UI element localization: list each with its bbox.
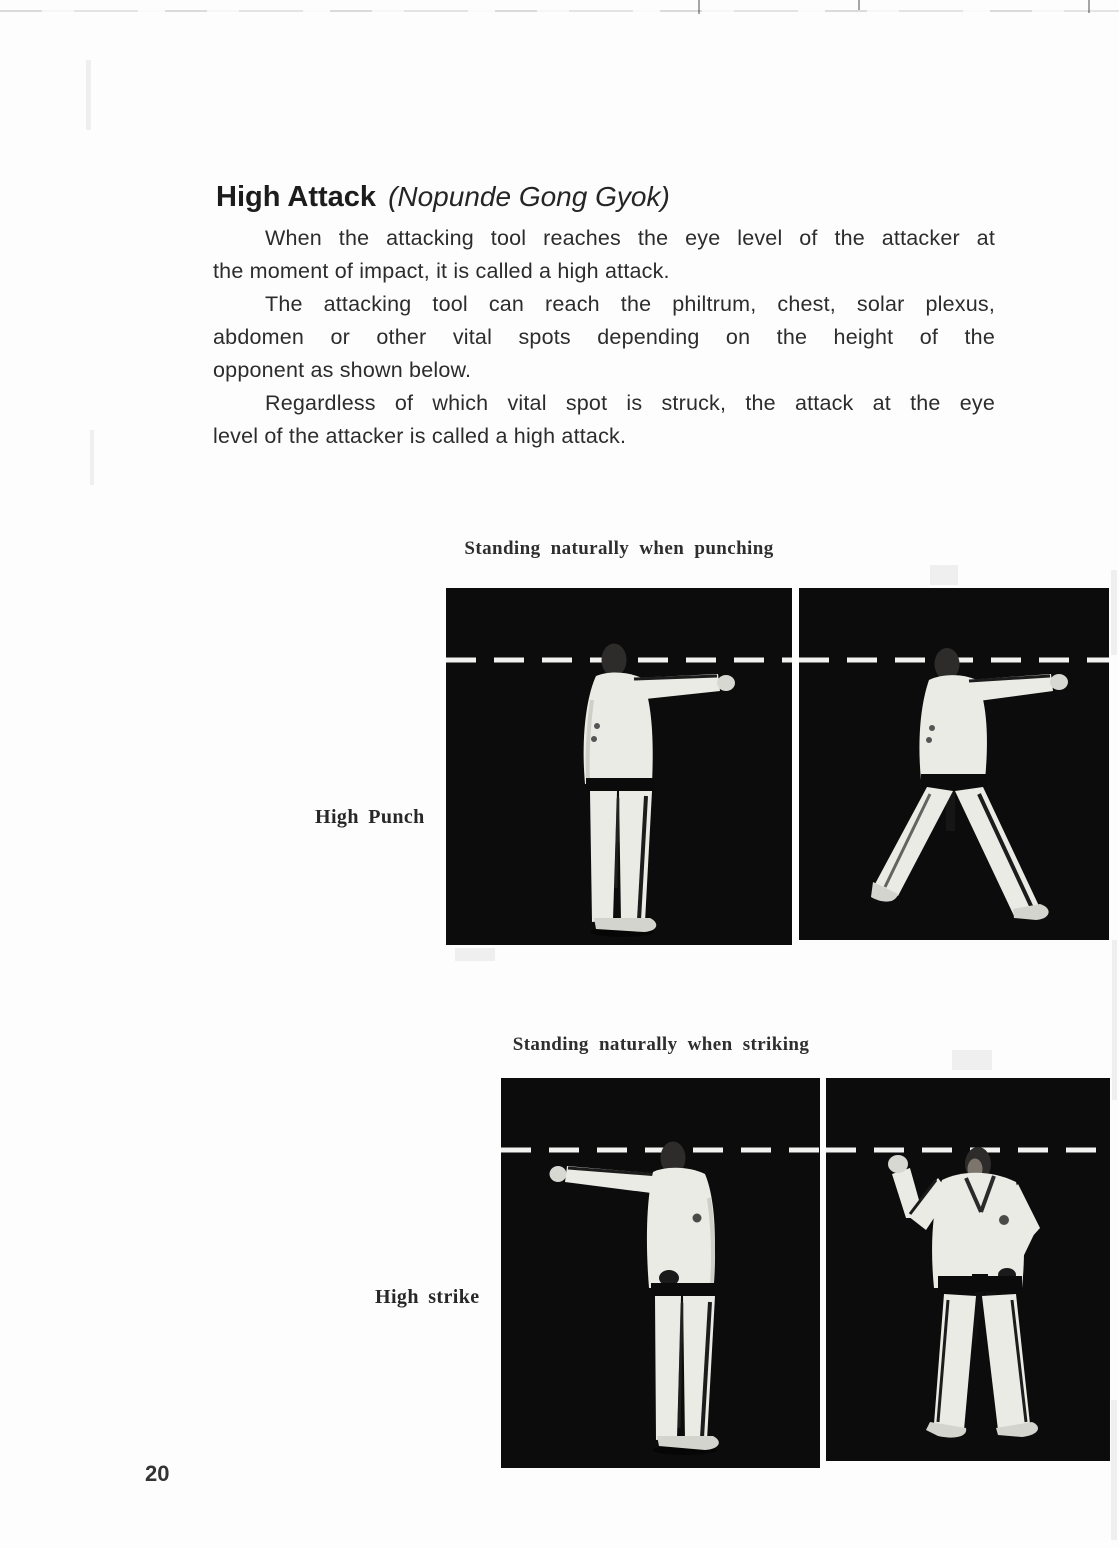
scan-smudge [1111,1400,1117,1540]
figure-label-high-strike: High strike [375,1286,480,1308]
scan-artifact-tick [858,0,860,10]
body-line: opponent as shown below. [213,358,472,382]
scan-artifact-tick [1088,0,1090,13]
body-line: The attacking tool can reach the philtrum, chest, solar plexus, [265,292,995,316]
section-heading [216,180,1076,214]
figure-label-high-punch: High Punch [315,806,425,828]
body-line: Regardless of which vital spot is struck, the attack at the eye [265,391,995,415]
scan-artifact-tick [698,0,700,14]
body-text [213,222,995,453]
body-line: level of the attacker is called a high attack. [213,424,627,448]
martial-artist-illustration [826,1078,1110,1461]
martial-artist-illustration [799,588,1109,940]
martial-artist-illustration [501,1078,820,1468]
photo-strike-standing [501,1078,820,1468]
martial-artist-illustration [446,588,792,945]
photo-punch-standing [446,588,792,945]
scan-smudge [952,1050,992,1070]
scan-smudge [930,565,958,585]
scan-artifact-line [0,10,1119,12]
page-number: 20 [145,1461,170,1486]
figure-caption-punching: Standing naturally when punching [464,538,774,559]
body-line: abdomen or other vital spots depending on the height of the [213,325,995,349]
scan-smudge [1111,570,1117,655]
photo-punch-walking-stance [799,588,1109,940]
scan-smudge [455,948,495,961]
body-line: the moment of impact, it is called a high attack. [213,259,670,283]
figure-caption-striking: Standing naturally when striking [512,1034,810,1055]
heading-romanized: (Nopunde Gong Gyok) [388,181,670,212]
heading-title: High Attack [216,181,377,213]
scan-smudge [90,430,94,485]
body-line: When the attacking tool reaches the eye level of the attacker at [265,226,995,250]
scan-smudge [1112,940,1117,1100]
photo-strike-front-view [826,1078,1110,1461]
scan-smudge [86,60,91,130]
